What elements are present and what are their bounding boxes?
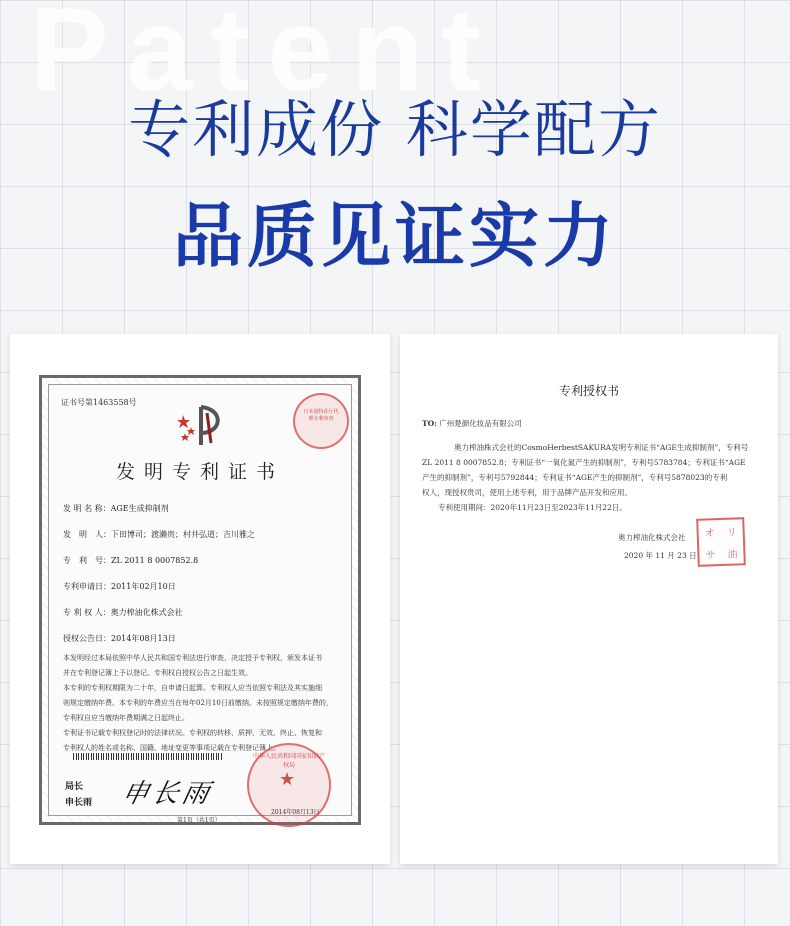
director-signature: 申长雨: [119, 779, 216, 809]
field-inventors: 发 明 人：下田博司；渡濑贵；村井弘道；吉川雅之: [63, 530, 255, 539]
top-right-seal-text: 日本国特许厅代理专利审查: [303, 409, 339, 422]
certificate-body: 本发明经过本局依照中华人民共和国专利法进行审查，决定授予专利权，颁发本证书 并在专利登记簿上予以登记。专利权自授权公告之日起生效。 本专利的专利权期限为二十年，自申请日起算。专利权人应当依照专利法及其实施细 则规定缴纳年费。本专利的年费应当在每年02月10日前缴纳。未按照规定缴纳年费的， 专利权自应当缴纳年费期满之日起终止。 专利证书记载专利权登记时的法律状况。专利权的转移、质押、无效、终止、恢复和 专利权人的姓名或名称、国籍、地址变更等事项记载在专利登记簿上。: [63, 654, 333, 752]
headline-line2: 品质见证实力: [173, 195, 617, 277]
authorization-signer: 奥力榨油化株式会社: [618, 533, 686, 542]
seal-star-icon: ★: [279, 769, 296, 790]
company-seal-icon: オ リ サ 油: [696, 517, 746, 567]
seal-text: 中华人民共和国国家知识产权局: [253, 753, 326, 769]
patent-certificate: [10, 334, 390, 864]
patent-authorization-letter: [400, 334, 778, 864]
field-patentee: 专 利 权 人：奥力榨油化株式会社: [63, 608, 183, 617]
director-name-label: 申长雨: [65, 798, 93, 808]
authorization-recipient: TO: 广州楚颜化妆品有限公司: [422, 419, 522, 428]
top-right-seal: [293, 393, 349, 449]
field-grant-date: 授权公告日：2014年08月13日: [63, 634, 176, 643]
authorization-title: 专利授权书: [558, 384, 619, 398]
patent-office-logo-icon: [177, 403, 229, 449]
field-application-date: 专利申请日：2011年02月10日: [63, 582, 176, 591]
authorization-date: 2020 年 11 月 23 日: [624, 551, 697, 560]
background-watermark: Patent: [30, 0, 499, 116]
certificate-barcode: [73, 753, 223, 760]
field-invention-name: 发 明 名 称：AGE生成抑制剂: [63, 504, 169, 513]
director-label: 局长: [65, 782, 84, 792]
certificate-frame: [39, 375, 361, 825]
seal-date: 2014年08月13日: [271, 809, 320, 816]
certificate-number: 证书号第1463558号: [61, 398, 137, 407]
field-patent-number: 专 利 号：ZL 2011 8 0007852.8: [63, 556, 199, 565]
page-footer: 第1页（共1页）: [177, 817, 221, 824]
authorization-body: 奥力榨油株式会社的CosmoHerbestSAKURA发明专利证书“AGE生成抑制剂”，专利号 ZL 2011 8 0007852.8；专利证书“一氧化氮产生的抑制剂”，专利号5783784；专利证书“AGE 产生的抑制剂”，专利号5792844；专利证书“AGE产生的抑制剂”，专利号5878023的专利 权人，现授权贵司，使用上述专利，用于品牌产品开发和应用。 专利使用期间：2020年11月23日至2023年11月22日。: [422, 443, 749, 512]
headline-line1: 专利成份 科学配方: [128, 93, 662, 166]
certificate-inner: [48, 384, 352, 824]
certificate-title: 发明专利证书: [115, 461, 284, 483]
